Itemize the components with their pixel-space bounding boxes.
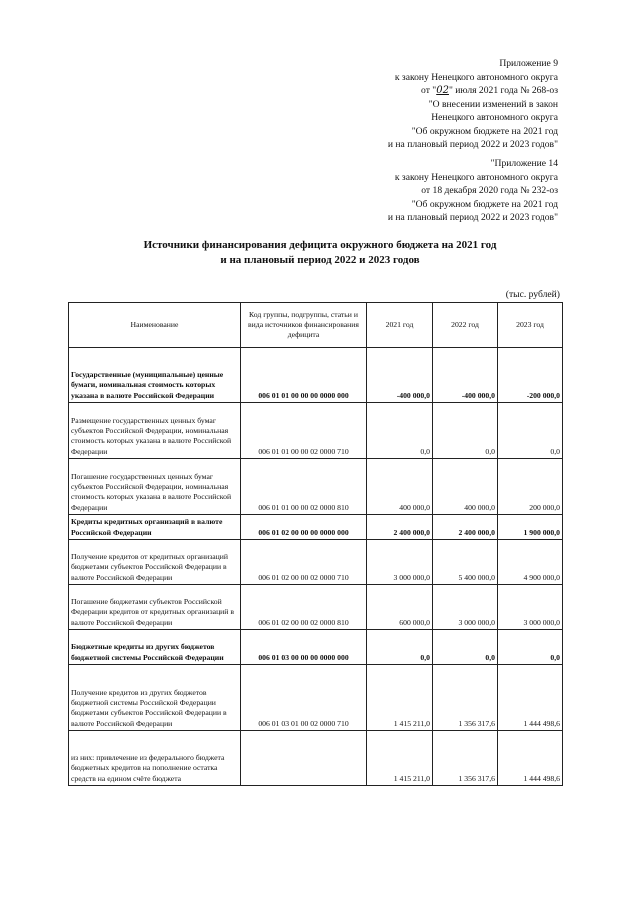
units-label: (тыс. рублей)	[505, 289, 560, 300]
title-line: Источники финансирования дефицита окружного бюджета на 2021 год	[143, 239, 497, 251]
appendix-9-line: "О внесении изменений в закон	[428, 98, 558, 110]
date-prefix: от "	[421, 85, 437, 96]
header-code: Код группы, подгруппы, статьи и вида источников финансирования дефицита	[241, 303, 367, 348]
row-2022: 0,0	[433, 403, 498, 459]
appendix-14-line: "Приложение 14	[490, 158, 558, 169]
row-2023: -200 000,0	[498, 348, 563, 403]
financing-sources-table	[68, 302, 563, 786]
row-2023: 3 000 000,0	[498, 585, 563, 630]
row-code: 006 01 01 00 00 02 0000 810	[241, 459, 367, 515]
document-title	[0, 238, 640, 268]
appendix-9-line: "Об окружном бюджете на 2021 год	[411, 125, 558, 137]
table-row	[69, 348, 563, 403]
row-2022: 1 356 317,6	[433, 665, 498, 731]
row-name: из них: привлечение из федерального бюджета бюджетных кредитов на пополнение остатка средств на едином счёте бюджета	[69, 731, 241, 786]
row-code: 006 01 01 00 00 00 0000 000	[241, 348, 367, 403]
table-header-row	[69, 303, 563, 348]
row-2023: 1 900 000,0	[498, 515, 563, 540]
row-name: Погашение государственных ценных бумаг субъектов Российской Федерации, номинальная стоимость которых указана в валюте Российской Федерации	[69, 459, 241, 515]
row-code: 006 01 02 00 00 00 0000 000	[241, 515, 367, 540]
appendix-9-header	[388, 57, 558, 152]
appendix-14-header	[388, 157, 558, 225]
table-row	[69, 731, 563, 786]
row-2023: 1 444 498,6	[498, 665, 563, 731]
table-row	[69, 515, 563, 540]
row-2021: 2 400 000,0	[367, 515, 433, 540]
appendix-14-line: "Об окружном бюджете на 2021 год	[411, 198, 558, 210]
row-2022: 400 000,0	[433, 459, 498, 515]
row-2022: 1 356 317,6	[433, 731, 498, 786]
row-name: Кредиты кредитных организаций в валюте Российской Федерации	[69, 515, 241, 540]
row-code: 006 01 02 00 00 02 0000 710	[241, 540, 367, 585]
row-2023: 0,0	[498, 630, 563, 665]
row-2023: 0,0	[498, 403, 563, 459]
appendix-9-line: и на плановый период 2022 и 2023 годов"	[387, 139, 558, 150]
appendix-14-line: к закону Ненецкого автономного округа	[394, 171, 558, 183]
row-2021: 600 000,0	[367, 585, 433, 630]
appendix-14-line: от 18 декабря 2020 года № 232-оз	[421, 185, 558, 196]
appendix-9-line: Ненецкого автономного округа	[431, 112, 558, 123]
date-suffix: " июля 2021 года № 268-оз	[448, 85, 558, 96]
appendix-9-line: к закону Ненецкого автономного округа	[394, 71, 558, 83]
header-2021: 2021 год	[367, 303, 433, 348]
row-name: Бюджетные кредиты из других бюджетов бюджетной системы Российской Федерации	[69, 630, 241, 665]
row-2021: -400 000,0	[367, 348, 433, 403]
row-name: Погашение бюджетами субъектов Российской Федерации кредитов от кредитных организаций в валюте Российской Федерации	[69, 585, 241, 630]
table-row	[69, 459, 563, 515]
row-code: 006 01 02 00 00 02 0000 810	[241, 585, 367, 630]
row-2021: 1 415 211,0	[367, 665, 433, 731]
appendix-14-line: и на плановый период 2022 и 2023 годов"	[387, 212, 558, 223]
row-2022: 2 400 000,0	[433, 515, 498, 540]
row-name: Размещение государственных ценных бумаг субъектов Российской Федерации, номинальная стоимость которых указана в валюте Российской Федерации	[69, 403, 241, 459]
header-name: Наименование	[69, 303, 241, 348]
table-row	[69, 630, 563, 665]
row-2023: 1 444 498,6	[498, 731, 563, 786]
appendix-9-date-line	[388, 84, 558, 98]
row-2022: 3 000 000,0	[433, 585, 498, 630]
table-row	[69, 403, 563, 459]
header-2023: 2023 год	[498, 303, 563, 348]
table-row	[69, 665, 563, 731]
row-name: Получение кредитов от кредитных организаций бюджетами субъектов Российской Федерации в валюте Российской Федерации	[69, 540, 241, 585]
handwritten-day: 02	[436, 85, 449, 96]
row-2022: -400 000,0	[433, 348, 498, 403]
row-2022: 0,0	[433, 630, 498, 665]
table-row	[69, 540, 563, 585]
row-2023: 4 900 000,0	[498, 540, 563, 585]
row-2021: 1 415 211,0	[367, 731, 433, 786]
row-name: Государственные (муниципальные) ценные бумаги, номинальная стоимость которых указана в валюте Российской Федерации	[69, 348, 241, 403]
row-2021: 0,0	[367, 630, 433, 665]
table-row	[69, 585, 563, 630]
row-code	[241, 731, 367, 786]
row-2021: 400 000,0	[367, 459, 433, 515]
title-line: и на плановый период 2022 и 2023 годов	[220, 254, 420, 266]
row-code: 006 01 01 00 00 02 0000 710	[241, 403, 367, 459]
row-code: 006 01 03 01 00 02 0000 710	[241, 665, 367, 731]
row-2021: 3 000 000,0	[367, 540, 433, 585]
row-2023: 200 000,0	[498, 459, 563, 515]
row-2022: 5 400 000,0	[433, 540, 498, 585]
appendix-9-line: Приложение 9	[499, 58, 558, 69]
row-name: Получение кредитов из других бюджетов бюджетной системы Российской Федерации бюджетами субъектов Российской Федерации в валюте Российской Федерации	[69, 665, 241, 731]
row-2021: 0,0	[367, 403, 433, 459]
header-2022: 2022 год	[433, 303, 498, 348]
row-code: 006 01 03 00 00 00 0000 000	[241, 630, 367, 665]
